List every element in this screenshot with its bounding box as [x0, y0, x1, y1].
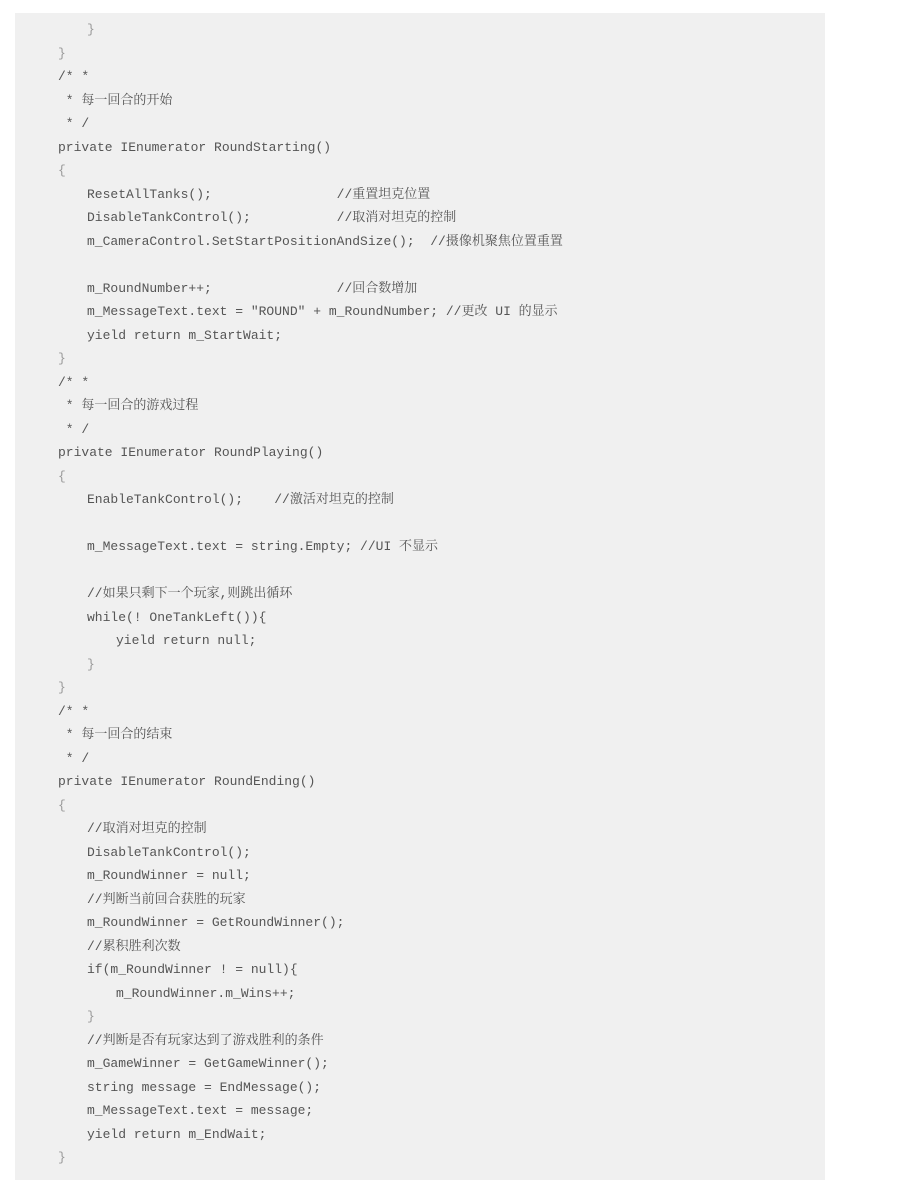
code-brace: { [58, 163, 66, 178]
code-line: m_RoundNumber++; //回合数增加 [87, 280, 418, 296]
code-line: if(m_RoundWinner ! = null){ [87, 962, 298, 977]
code-line: m_MessageText.text = message; [87, 1103, 314, 1118]
code-line: private IEnumerator RoundStarting() [58, 139, 332, 155]
code-brace: { [58, 468, 66, 484]
code-brace: } [58, 351, 66, 366]
code-line: m_RoundWinner.m_Wins++; [116, 985, 296, 1001]
code-line: yield return m_StartWait; [87, 327, 283, 343]
code-line: //判断当前回合获胜的玩家 [87, 891, 246, 907]
code-line: //如果只剩下一个玩家,则跳出循环 [87, 586, 293, 601]
code-line: EnableTankControl(); //激活对坦克的控制 [87, 492, 394, 507]
code-line: //取消对坦克的控制 [87, 821, 207, 836]
code-line: * / [58, 750, 90, 766]
code-line: m_GameWinner = GetGameWinner(); [87, 1056, 329, 1071]
code-line: m_RoundWinner = null; [87, 868, 251, 883]
code-line: while(! OneTankLeft()){ [87, 609, 267, 625]
code-line: * / [58, 116, 90, 131]
code-brace: } [58, 1150, 66, 1165]
code-line: ResetAllTanks(); //重置坦克位置 [87, 186, 431, 202]
code-line: /* * [58, 374, 90, 390]
code-line: private IEnumerator RoundEnding() [58, 774, 316, 789]
code-panel [15, 13, 825, 1180]
code-line: * 每一回合的结束 [58, 727, 173, 742]
code-line: //累积胜利次数 [87, 938, 181, 954]
code-line: m_CameraControl.SetStartPositionAndSize(); //摄像机聚焦位置重置 [87, 233, 563, 249]
code-brace: } [58, 45, 66, 61]
code-line: * 每一回合的开始 [58, 92, 173, 108]
code-line: * 每一回合的游戏过程 [58, 398, 199, 413]
code-brace: } [87, 656, 95, 672]
code-line: yield return null; [116, 633, 257, 648]
code-line: /* * [58, 703, 90, 719]
code-line: string message = EndMessage(); [87, 1079, 322, 1095]
code-line: m_MessageText.text = "ROUND" + m_RoundNumber; //更改 UI 的显示 [87, 304, 558, 319]
code-brace: } [87, 22, 95, 37]
code-brace: } [58, 680, 66, 695]
code-line: DisableTankControl(); //取消对坦克的控制 [87, 210, 457, 225]
code-brace: } [87, 1009, 95, 1024]
code-brace: { [58, 797, 66, 813]
code-line: * / [58, 421, 90, 437]
code-line: DisableTankControl(); [87, 844, 251, 860]
code-line: private IEnumerator RoundPlaying() [58, 445, 324, 460]
code-line: //判断是否有玩家达到了游戏胜利的条件 [87, 1032, 324, 1048]
code-line: m_MessageText.text = string.Empty; //UI 不显示 [87, 539, 439, 554]
code-line: /* * [58, 69, 90, 84]
code-line: yield return m_EndWait; [87, 1126, 267, 1142]
code-line: m_RoundWinner = GetRoundWinner(); [87, 915, 345, 930]
